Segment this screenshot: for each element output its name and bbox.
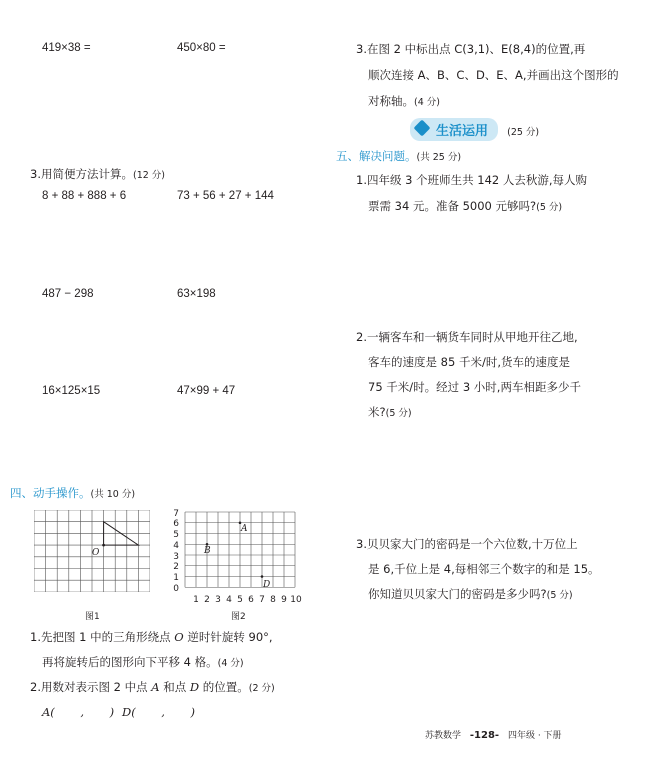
section-5-points: (共 25 分) [416, 152, 462, 163]
x-tick-1: 1 [193, 595, 199, 605]
footer-page-number: -128- [469, 730, 500, 741]
p2-line4 [368, 399, 412, 427]
x-tick-2: 2 [204, 595, 210, 605]
left-q1-line2-text: 再将旋转后的图形向下平移 4 格。 [42, 655, 218, 669]
right-q3-line2: 顺次连接 A、B、C、D、E、A,并画出这个图形的 [368, 68, 619, 82]
left-q2-D: D [189, 680, 200, 694]
answer-D[interactable]: D( , ) [122, 705, 196, 719]
calc-47x99: 47×99 + 47 [177, 385, 236, 397]
figure-1-grid [34, 510, 150, 592]
calc-sum-2: 73 + 56 + 27 + 144 [177, 190, 274, 202]
figure-1-caption: 图1 [85, 612, 100, 622]
left-q2-points: (2 分) [248, 683, 275, 694]
p1-line1: 1.四年级 3 个班师生共 142 人去秋游,每人购 [356, 173, 588, 187]
point-D-marker [261, 575, 264, 578]
p3-points: (5 分) [546, 590, 573, 601]
x-tick-6: 6 [248, 595, 254, 605]
life-application-banner [410, 118, 539, 141]
section-4-heading [10, 485, 135, 501]
y-tick-1: 1 [173, 573, 179, 583]
x-tick-9: 9 [281, 595, 287, 605]
left-q1-pre: 1.先把图 1 中的三角形绕点 [30, 630, 175, 644]
left-q1-line1 [30, 624, 273, 650]
p2-points: (5 分) [385, 408, 412, 419]
left-q1-line2 [42, 649, 244, 677]
left-q2-pre: 2.用数对表示图 2 中点 [30, 680, 152, 694]
p3-line3 [368, 581, 573, 609]
p1-points: (5 分) [536, 202, 563, 213]
section-5-title: 五、解决问题。 [336, 149, 417, 163]
left-q2-post: 的位置。 [199, 680, 249, 694]
calc-16x125x15: 16×125×15 [42, 385, 101, 397]
answer-A[interactable]: A( , ) [42, 705, 115, 719]
footer [425, 728, 562, 741]
left-q1-post: 逆时针旋转 90°, [183, 630, 273, 644]
y-tick-0: 0 [173, 584, 179, 594]
left-q2-A: A [151, 680, 160, 694]
y-tick-5: 5 [173, 530, 179, 540]
left-q1-points: (4 分) [217, 658, 244, 669]
footer-book: 苏教数学 [425, 731, 462, 741]
figure-1-point-O: O [92, 548, 100, 558]
x-tick-8: 8 [270, 595, 276, 605]
calc-450x80: 450×80 = [177, 42, 226, 54]
p1-line2 [368, 193, 562, 221]
y-tick-6: 6 [173, 519, 179, 529]
left-q3-points: (12 分) [132, 170, 166, 181]
p1-line2-text: 票需 34 元。准备 5000 元够吗? [368, 199, 537, 213]
x-tick-4: 4 [226, 595, 232, 605]
p2-line2: 客车的速度是 85 千米/时,货车的速度是 [368, 355, 570, 369]
right-q3-line3-text: 对称轴。 [368, 94, 414, 108]
point-B-label: B [204, 546, 211, 556]
right-q3-points: (4 分) [414, 97, 440, 108]
p3-line1: 3.贝贝家大门的密码是一个六位数,十万位上 [356, 537, 578, 551]
figure-2-grid [168, 506, 310, 606]
section-4-points: (共 10 分) [90, 489, 136, 500]
point-A-label: A [241, 524, 248, 534]
x-tick-10: 10 [290, 595, 302, 605]
p2-line4-text: 米? [368, 405, 386, 419]
p2-line3: 75 千米/时。经过 3 小时,两车相距多少千 [368, 380, 581, 394]
banner-title: 生活运用 [436, 124, 489, 139]
section-5-heading [336, 148, 461, 164]
banner-pill [410, 118, 498, 141]
x-tick-5: 5 [237, 595, 243, 605]
calc-63x198: 63×198 [177, 288, 216, 300]
cube-icon [414, 120, 431, 137]
p2-line1: 2.一辆客车和一辆货车同时从甲地开往乙地, [356, 330, 578, 344]
section-4-title: 四、动手操作。 [10, 486, 91, 500]
p3-line2: 是 6,千位上是 4,每相邻三个数字的和是 15。 [368, 562, 600, 576]
y-tick-3: 3 [173, 552, 179, 562]
left-q2 [30, 674, 275, 702]
x-tick-3: 3 [215, 595, 221, 605]
x-tick-7: 7 [259, 595, 265, 605]
footer-grade: 四年级 · 下册 [507, 731, 562, 741]
left-q2-mid: 和点 [159, 680, 190, 694]
point-D-label: D [263, 580, 271, 590]
calc-487-298: 487 − 298 [42, 288, 94, 300]
y-tick-2: 2 [173, 562, 179, 572]
right-q3-line3 [368, 88, 440, 116]
y-tick-7: 7 [173, 509, 179, 519]
left-q1-O: O [174, 630, 184, 644]
left-q3-title [30, 161, 165, 189]
figure-2-caption: 图2 [231, 612, 246, 622]
p3-line3-text: 你知道贝贝家大门的密码是多少吗? [368, 587, 547, 601]
right-q3-line1: 3.在图 2 中标出点 C(3,1)、E(8,4)的位置,再 [356, 42, 586, 56]
left-q3-text: 3.用简便方法计算。 [30, 167, 133, 181]
calc-419x38: 419×38 = [42, 42, 91, 54]
calc-sum-1: 8 + 88 + 888 + 6 [42, 190, 127, 202]
banner-points: (25 分) [507, 127, 540, 138]
y-tick-4: 4 [173, 541, 179, 551]
